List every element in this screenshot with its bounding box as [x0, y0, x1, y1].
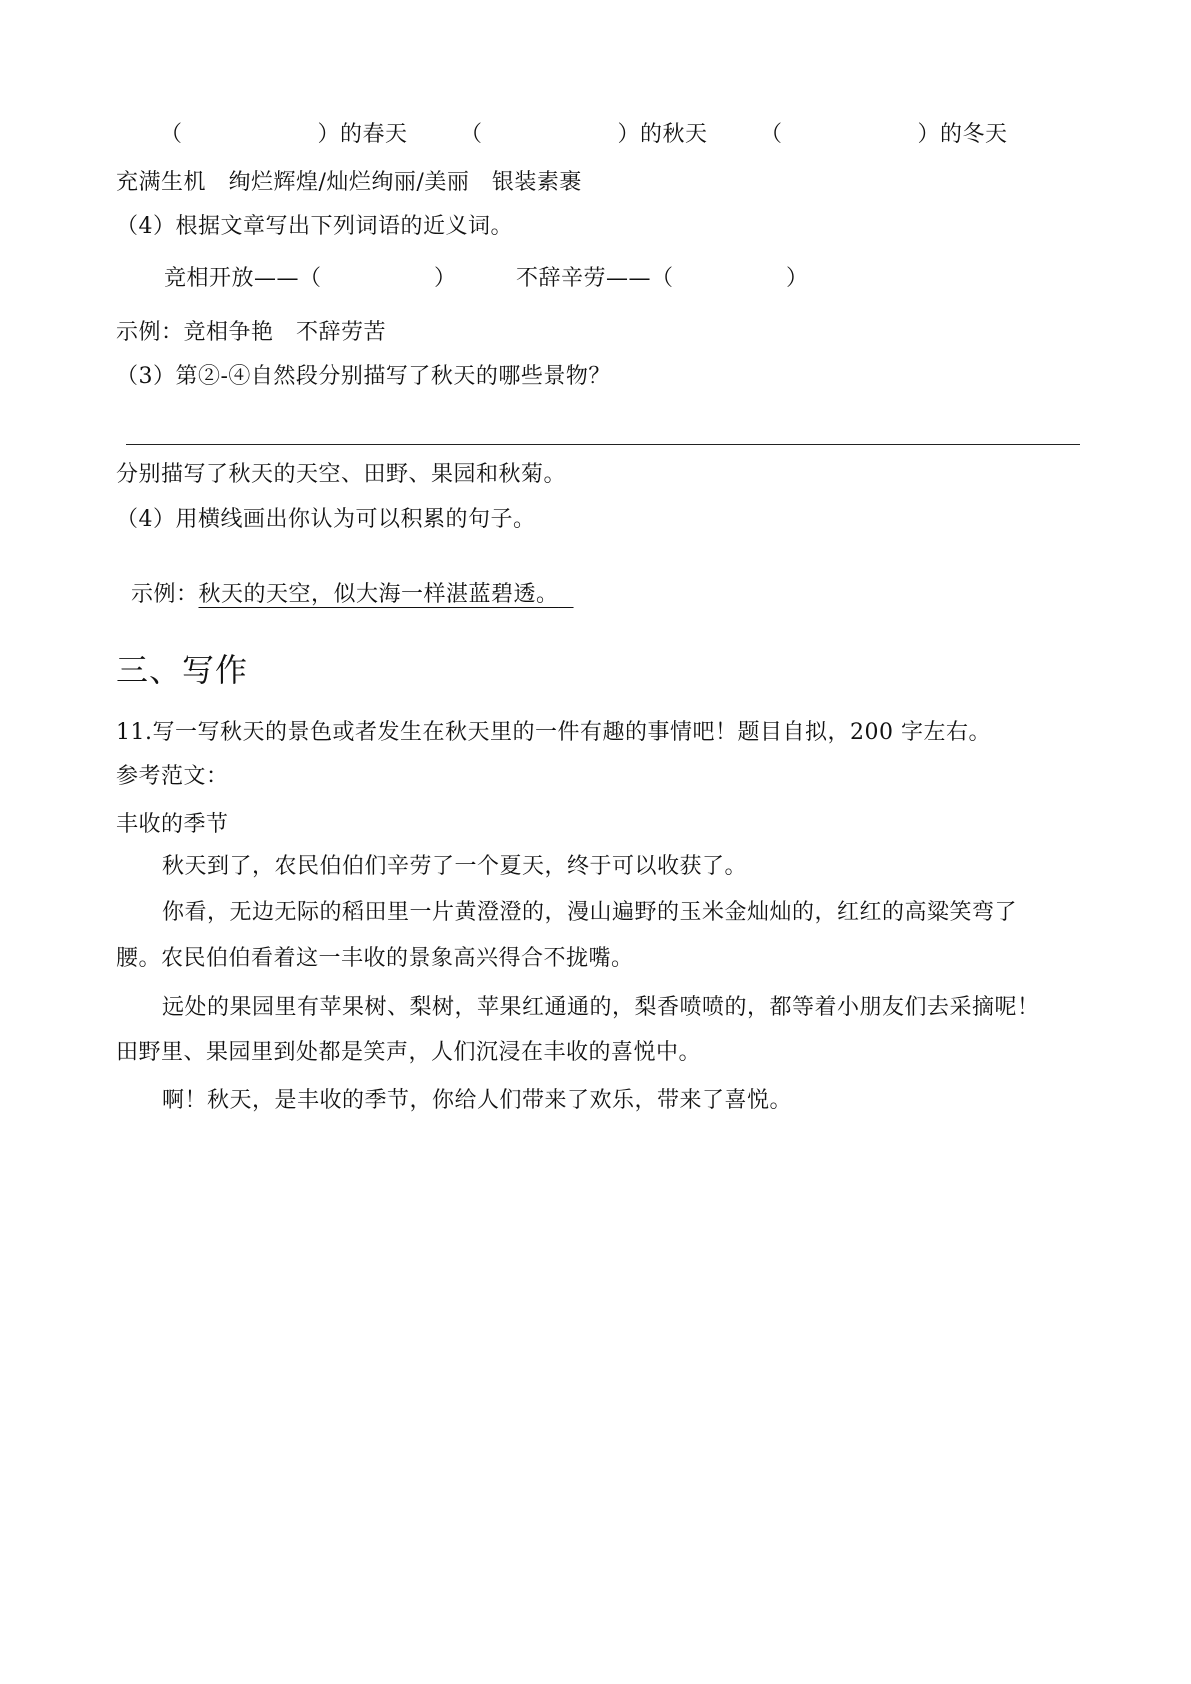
question-4-synonyms: （4）根据文章写出下列词语的近义词。 [116, 214, 513, 239]
essay-paragraph-2-line-2: 腰。农民伯伯看着这一丰收的景象高兴得合不拢嘴。 [116, 946, 634, 971]
fill-blank-row [116, 120, 1076, 150]
synonym-answer: 示例：竞相争艳 不辞劳苦 [116, 320, 387, 345]
synonym-blank-a: 竞相开放——（ ） [164, 266, 457, 291]
underlined-sentence: 秋天的天空，似大海一样湛蓝碧透。 [198, 582, 559, 607]
essay-title: 丰收的季节 [116, 812, 229, 837]
answer-line [126, 444, 1080, 445]
blank-winter: （ ）的冬天 [760, 122, 1008, 147]
essay-paragraph-4: 啊！秋天，是丰收的季节，你给人们带来了欢乐，带来了喜悦。 [162, 1088, 793, 1113]
blank-spring: （ ）的春天 [160, 122, 408, 147]
fill-answer: 充满生机 绚烂辉煌/灿烂绚丽/美丽 银装素裹 [116, 170, 582, 195]
question-3-answer: 分别描写了秋天的天空、田野、果园和秋菊。 [116, 462, 567, 487]
reference-label: 参考范文： [116, 764, 229, 789]
answer-prefix: 示例： [131, 582, 199, 607]
question-3: （3）第②-④自然段分别描写了秋天的哪些景物？ [116, 364, 611, 389]
essay-paragraph-3-line-2: 田野里、果园里到处都是笑声，人们沉浸在丰收的喜悦中。 [116, 1040, 702, 1065]
essay-paragraph-3-line-1: 远处的果园里有苹果树、梨树，苹果红通通的，梨香喷喷的，都等着小朋友们去采摘呢！ [162, 995, 1040, 1020]
blank-autumn: （ ）的秋天 [460, 122, 708, 147]
synonym-blank-b: 不辞辛劳——（ ） [516, 266, 809, 291]
question-4-underline: （4）用横线画出你认为可以积累的句子。 [116, 507, 536, 532]
essay-paragraph-1: 秋天到了，农民伯伯们辛劳了一个夏天，终于可以收获了。 [162, 854, 748, 879]
question-4-answer [116, 550, 574, 610]
essay-paragraph-2-line-1: 你看，无边无际的稻田里一片黄澄澄的，漫山遍野的玉米金灿灿的，红红的高粱笑弯了 [162, 900, 1018, 925]
section-heading: 三、写作 [116, 651, 249, 689]
synonym-row [116, 264, 1076, 294]
question-11: 11.写一写秋天的景色或者发生在秋天里的一件有趣的事情吧！题目自拟，200 字左右。 [116, 720, 991, 745]
